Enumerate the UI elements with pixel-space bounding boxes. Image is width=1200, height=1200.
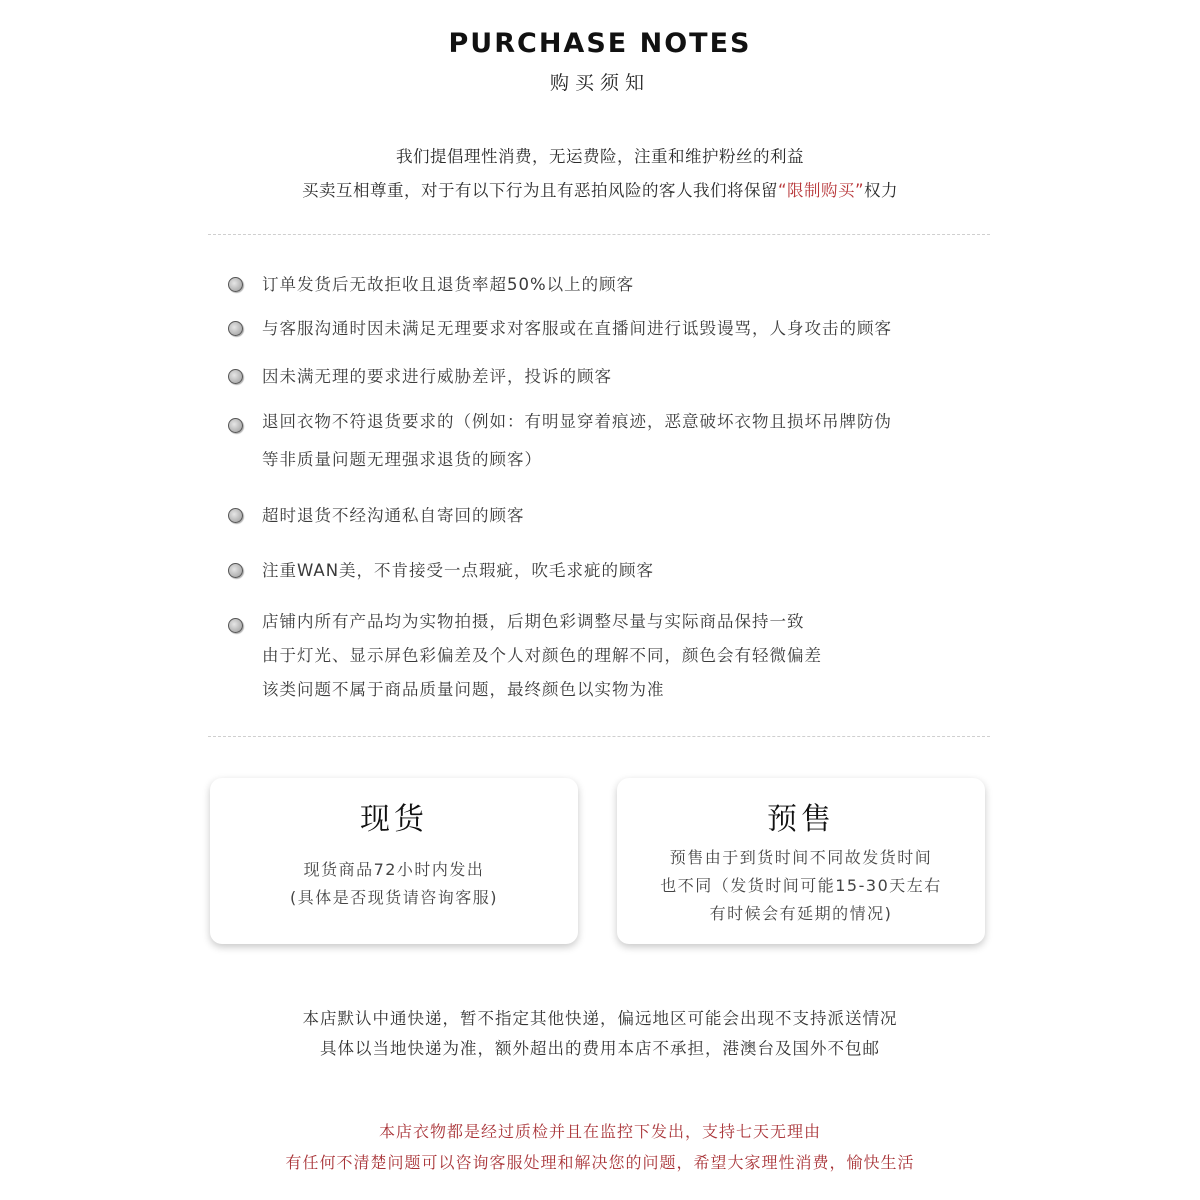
card-body-line: 现货商品72小时内发出 xyxy=(303,860,485,879)
closing-notice xyxy=(0,1116,1200,1178)
closing-line-1: 本店衣物都是经过质检并且在监控下发出，支持七天无理由 xyxy=(378,1122,821,1141)
rule-line: 等非质量问题无理强求退货的顾客） xyxy=(262,450,542,469)
presale-title: 预售 xyxy=(767,802,835,837)
divider-bottom xyxy=(208,736,990,737)
closing-line-2: 有任何不清楚问题可以咨询客服处理和解决您的问题，希望大家理性消费，愉快生活 xyxy=(285,1153,915,1172)
intro-text xyxy=(0,140,1200,208)
shipping-line-2: 具体以当地快递为准，额外超出的费用本店不承担，港澳台及国外不包邮 xyxy=(320,1039,880,1058)
intro-line-2 xyxy=(0,174,1200,208)
intro-line-2-prefix: 买卖互相尊重，对于有以下行为且有恶拍风险的客人我们将保留 xyxy=(301,181,778,200)
bullet-icon xyxy=(228,369,243,384)
card-body-line: 有时候会有延期的情况) xyxy=(709,904,893,923)
bullet-icon xyxy=(228,321,243,336)
intro-line-1: 我们提倡理性消费，无运费险，注重和维护粉丝的利益 xyxy=(396,147,804,166)
shipping-notice xyxy=(0,1004,1200,1064)
bullet-icon xyxy=(228,277,243,292)
rule-line: 店铺内所有产品均为实物拍摄，后期色彩调整尽量与实际商品保持一致 xyxy=(262,612,805,631)
rule-line: 由于灯光、显示屏色彩偏差及个人对颜色的理解不同，颜色会有轻微偏差 xyxy=(262,646,822,665)
in-stock-card xyxy=(210,778,578,944)
rule-line: 退回衣物不符退货要求的（例如：有明显穿着痕迹，恶意破坏衣物且损坏吊牌防伪 xyxy=(262,412,892,431)
intro-line-2-suffix: 权力 xyxy=(864,181,899,200)
bullet-icon xyxy=(228,563,243,578)
bullet-icon xyxy=(228,418,243,433)
page-title-en: PURCHASE NOTES xyxy=(448,28,752,59)
shipping-line-1: 本店默认中通快递，暂不指定其他快递，偏远地区可能会出现不支持派送情况 xyxy=(302,1009,898,1028)
rule-line: 该类问题不属于商品质量问题，最终颜色以实物为准 xyxy=(262,680,665,699)
page-title-cn: 购买须知 xyxy=(549,72,650,94)
card-body-line: (具体是否现货请咨询客服) xyxy=(290,888,498,907)
in-stock-title: 现货 xyxy=(360,802,428,837)
card-body-line: 预售由于到货时间不同故发货时间 xyxy=(669,848,933,867)
card-body-line: 也不同（发货时间可能15-30天左右 xyxy=(660,876,942,895)
bullet-icon xyxy=(228,508,243,523)
bullet-icon xyxy=(228,618,243,633)
divider-top xyxy=(208,234,990,235)
restrict-purchase-highlight: “限制购买” xyxy=(777,181,865,200)
presale-card xyxy=(617,778,985,944)
